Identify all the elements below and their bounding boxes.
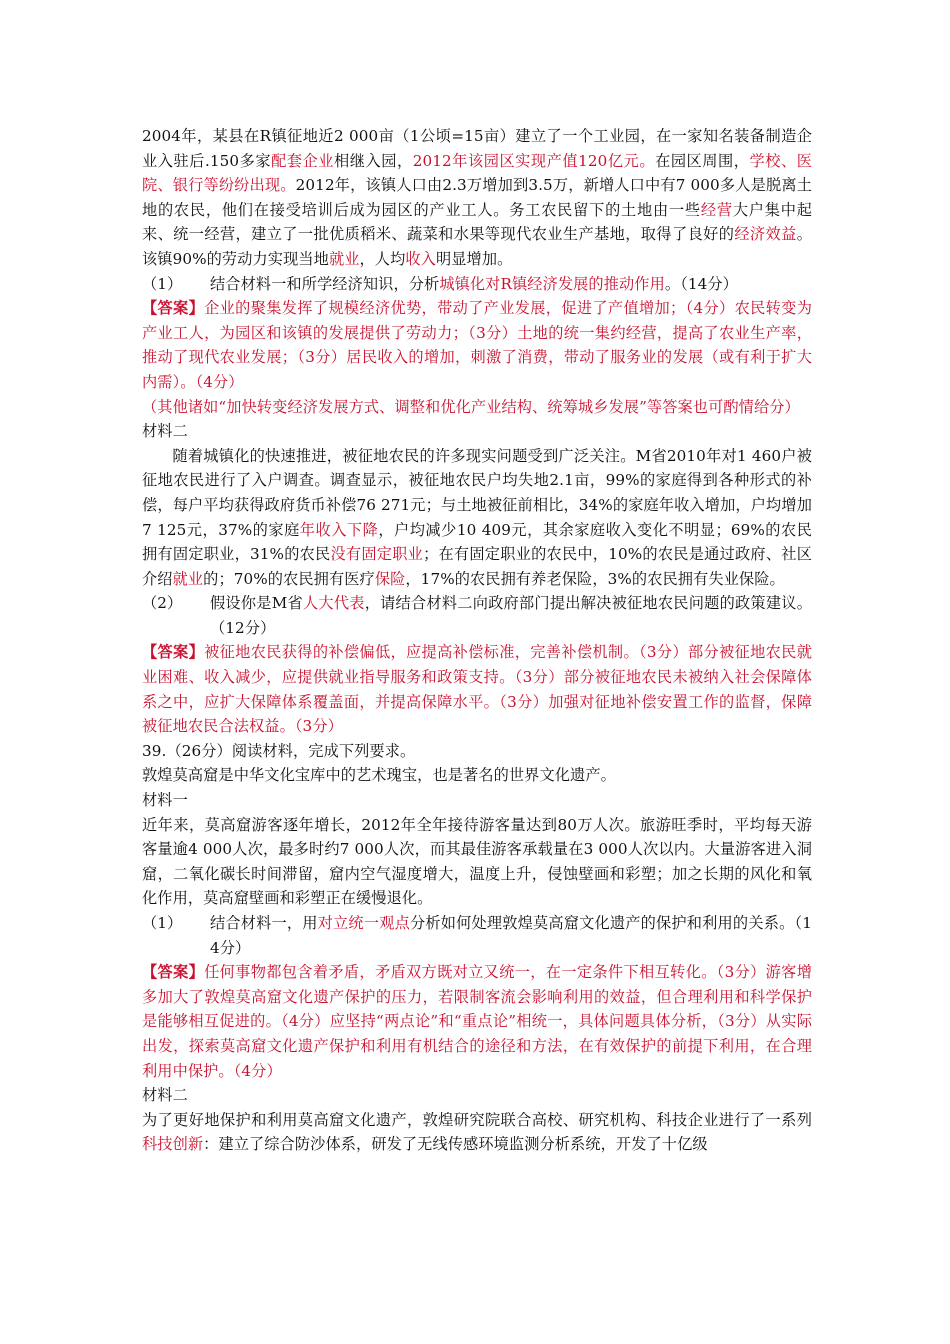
q39-material-two-heading: 材料二 bbox=[142, 1086, 188, 1105]
document-body bbox=[142, 124, 812, 1157]
text-run: ，17%的农民拥有养老保险，3%的农民拥有失业保险。 bbox=[405, 569, 785, 588]
question-1 bbox=[142, 272, 812, 297]
question-39-1-number: （1） bbox=[142, 914, 183, 932]
text-run: ，请结合材料二向政府部门提出解决被征地农民问题的政策建议。（12分） bbox=[210, 594, 813, 637]
text-run: 在园区周围， bbox=[655, 151, 750, 170]
highlighted-text: 保险 bbox=[374, 569, 406, 588]
highlighted-text: 经济效益 bbox=[734, 225, 797, 244]
answer-39-1-tag: 【答案】 bbox=[142, 963, 205, 982]
highlighted-text: 对立统一观点 bbox=[317, 914, 410, 932]
text-run: ，人均 bbox=[359, 249, 406, 268]
material-two-heading: 材料二 bbox=[142, 422, 188, 441]
text-run: 近年来，莫高窟游客逐年增长，2012年全年接待游客量达到80万人次。旅游旺季时，平均每天游客量逾4 000人次，最多时约7 000人次，而其最佳游客承载量在3 000人次以内。大量游客进入洞窟，二氧化碳长时间滞留，窟内空气湿度增大，温度上升，侵蚀壁画和彩塑；加之长期的风化和氧化作用，莫高窟壁画和彩塑正在缓慢退化。 bbox=[142, 815, 812, 908]
text-run: 。该镇90%的劳动力实现当地 bbox=[142, 225, 812, 268]
text-run: 的；70%的农民拥有医疗 bbox=[203, 569, 375, 588]
highlighted-text: 年收入下降 bbox=[299, 520, 379, 539]
text-run: 。（14分） bbox=[664, 274, 738, 293]
answer-1-tag: 【答案】 bbox=[142, 299, 205, 318]
answer-2-tag: 【答案】 bbox=[142, 643, 205, 662]
question-39-1-text bbox=[210, 911, 812, 960]
highlighted-text: 收入 bbox=[405, 249, 436, 268]
text-run: 假设你是M省 bbox=[210, 594, 303, 613]
q39-material-one-paragraph bbox=[142, 813, 812, 911]
question-2-number: （2） bbox=[142, 594, 183, 613]
highlighted-text: 2012年该园区实现产值120亿元。 bbox=[412, 151, 656, 170]
answer-39-1 bbox=[142, 960, 812, 1083]
question-39-intro: 敦煌莫高窟是中华文化宝库中的艺术瑰宝，也是著名的世界文化遗产。 bbox=[142, 766, 616, 785]
answer-39-1-text: 任何事物都包含着矛盾，矛盾双方既对立又统一，在一定条件下相互转化。（3分）游客增多加大了敦煌莫高窟文化遗产保护的压力，若限制客流会影响利用的效益，但合理利用和科学保护是能够相互促进的。（4分）应坚持“两点论”和“重点论”相统一，具体问题具体分析，（3分）从实际出发，探索莫高窟文化遗产保护和利用有机结合的途径和方法，在有效保护的前提下利用，在合理利用中保护。（4分） bbox=[142, 963, 812, 1080]
text-run: 大户集中起来、统一经营，建立了一批优质稻米、蔬菜和水果等现代农业生产基地，取得了良好的 bbox=[142, 200, 813, 244]
highlighted-text: 城镇化对R镇经济发展的推动作用 bbox=[439, 274, 665, 293]
highlighted-text: 经营 bbox=[700, 200, 733, 219]
highlighted-text: 就业 bbox=[328, 249, 360, 268]
answer-1-note: （其他诸如“加快转变经济发展方式、调整和优化产业结构、统筹城乡发展”等答案也可酌情给分） bbox=[142, 397, 800, 416]
text-run: 2012年，该镇人口由2.3万增加到3.5万，新增人口中有7 000多人是脱离土地的农民，他们在接受培训后成为园区的产业工人。务工农民留下的土地由一些 bbox=[142, 176, 813, 219]
highlighted-text: 就业 bbox=[172, 569, 204, 588]
question-39-1 bbox=[142, 911, 812, 960]
text-run: 分析如何处理敦煌莫高窟文化遗产的保护和利用的关系。（14分） bbox=[210, 914, 812, 957]
text-run: ，户均减少10 409元，其余家庭收入变化不明显；69%的农民拥有固定职业，31%的农民 bbox=[142, 520, 812, 564]
question-2 bbox=[142, 591, 812, 640]
answer-1 bbox=[142, 296, 812, 394]
text-run: ；在有固定职业的农民中，10%的农民是通过政府、社区介绍 bbox=[142, 545, 812, 588]
highlighted-text: 没有固定职业 bbox=[330, 545, 424, 564]
answer-1-text: 企业的聚集发挥了规模经济优势，带动了产业发展，促进了产值增加；（4分）农民转变为产业工人，为园区和该镇的发展提供了劳动力；（3分）土地的统一集约经营，提高了农业生产率，推动了现代农业发展；（3分）居民收入的增加，刺激了消费，带动了服务业的发展（或有利于扩大内需）。（4分） bbox=[142, 299, 812, 391]
answer-2-text: 被征地农民获得的补偿偏低，应提高补偿标准，完善补偿机制。（3分）部分被征地农民就业困难、收入减少，应提供就业指导服务和政策支持。（3分）部分被征地农民未被纳入社会保障体系之中，应扩大保障体系覆盖面，并提高保障水平。（3分）加强对征地补偿安置工作的监督，保障被征地农民合法权益。（3分） bbox=[142, 643, 812, 736]
highlighted-text: 人大代表 bbox=[302, 594, 365, 613]
highlighted-text: 学校、医院、银行等纷纷出现。 bbox=[142, 151, 812, 195]
text-run: 结合材料一和所学经济知识，分析 bbox=[210, 274, 440, 293]
highlighted-text: 科技创新 bbox=[142, 1135, 204, 1154]
text-run: ：建立了综合防沙体系，研发了无线传感环境监测分析系统，开发了十亿级 bbox=[203, 1135, 708, 1154]
question-1-text bbox=[210, 272, 812, 297]
highlighted-text: 配套企业 bbox=[271, 151, 335, 170]
text-run: 明显增加。 bbox=[435, 249, 513, 268]
text-run: 为了更好地保护和利用莫高窟文化遗产，敦煌研究院联合高校、研究机构、科技企业进行了一系列 bbox=[142, 1110, 812, 1129]
text-run: 相继入园， bbox=[334, 151, 413, 170]
text-run: 2004年，某县在R镇征地近2 000亩（1公顷=15亩）建立了一个工业园，在一家知名装备制造企业入驻后.150多家 bbox=[142, 127, 812, 170]
material-one-paragraph bbox=[142, 124, 812, 272]
text-run: 结合材料一，用 bbox=[210, 914, 318, 932]
answer-2 bbox=[142, 640, 812, 738]
question-2-text bbox=[210, 591, 812, 640]
question-39-heading: 39.（26分）阅读材料，完成下列要求。 bbox=[142, 741, 416, 760]
q39-material-two-paragraph bbox=[142, 1108, 812, 1157]
q39-material-one-heading: 材料一 bbox=[142, 791, 188, 810]
material-two-paragraph bbox=[142, 444, 812, 592]
text-run: 随着城镇化的快速推进，被征地农民的许多现实问题受到广泛关注。M省2010年对1 460户被征地农民进行了入户调查。调查显示，被征地农民户均失地2.1亩，99%的家庭得到各种形式的补偿，每户平均获得政府货币补偿76 271元；与土地被征前相比，34%的家庭年收入增加，户均增加7 125元，37%的家庭 bbox=[142, 446, 812, 539]
question-1-number: （1） bbox=[142, 274, 183, 293]
